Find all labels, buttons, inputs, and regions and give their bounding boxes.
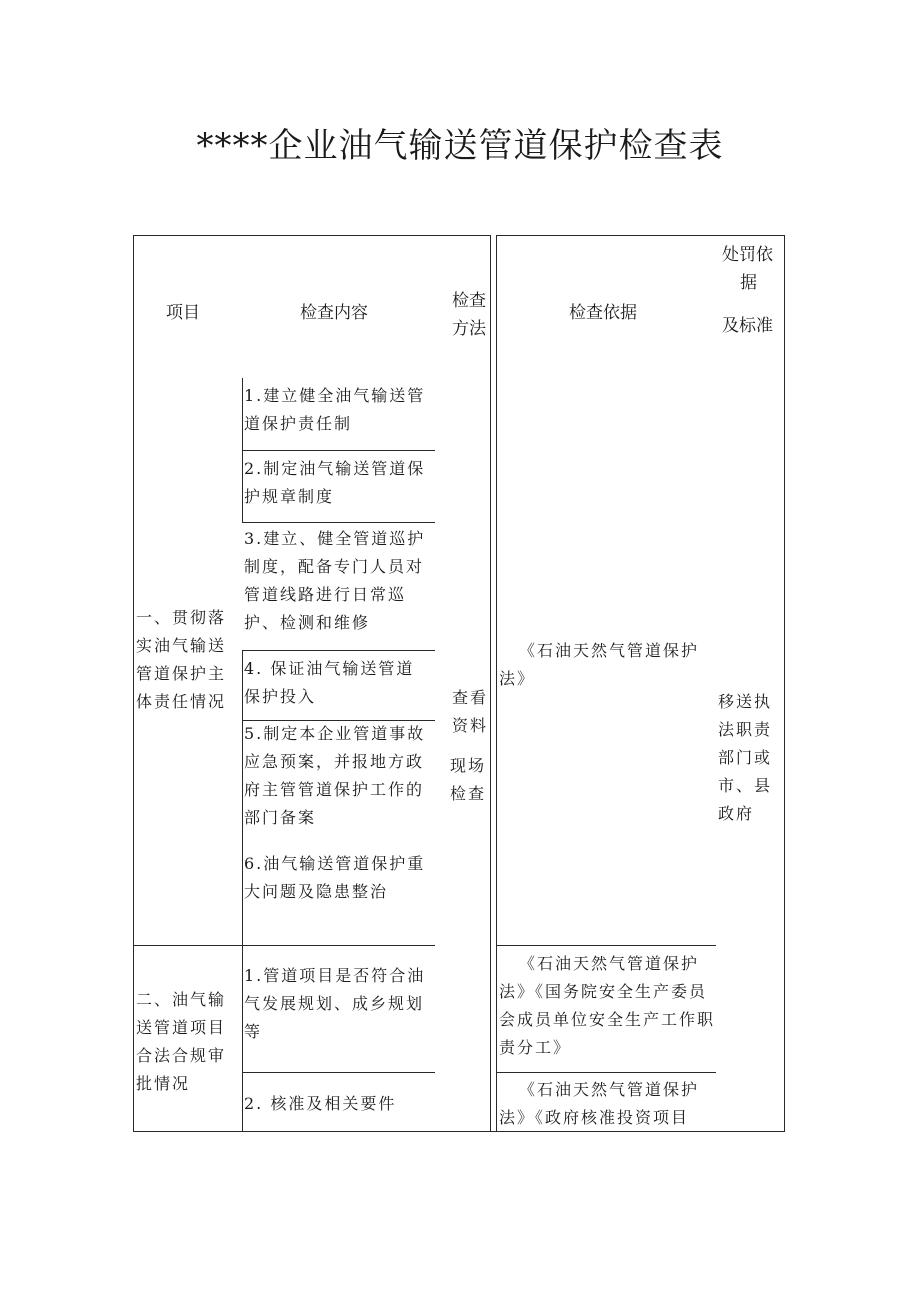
header-basis: 检查依据 (569, 303, 637, 323)
section1-item-3: 3.建立、健全管道巡护制度，配备专门人员对管道线路进行日常巡护、检测和维修 (244, 529, 426, 632)
section1-name: 一、贯彻落实油气输送管道保护主体责任情况 (136, 608, 227, 711)
section1-item-5: 5.制定本企业管道事故应急预案，并报地方政府主管管道保护工作的部门备案 (244, 724, 426, 827)
section1-item-4: 4. 保证油气输送管道保护投入 (244, 659, 415, 706)
content-col-border-2 (242, 650, 243, 1132)
section2-item-2: 2. 核准及相关要件 (244, 1094, 397, 1113)
section2-item-1: 1.管道项目是否符合油气发展规划、成乡规划等 (244, 966, 426, 1041)
section1-item-2: 2.制定油气输送管道保护规章制度 (244, 459, 426, 506)
header-project: 项目 (166, 303, 200, 323)
row-sep-section (133, 945, 435, 946)
table-border-top-left (133, 235, 491, 236)
header-penalty-1: 处罚依 (722, 245, 773, 265)
header-penalty-3: 及标准 (722, 316, 773, 336)
section1-item-6: 6.油气输送管道保护重大问题及隐患整治 (244, 854, 426, 901)
row-sep-basis-2 (496, 1072, 716, 1073)
section1-method-a: 查看资料 (451, 688, 488, 735)
row-sep-2 (242, 522, 435, 523)
row-sep-1 (242, 450, 435, 451)
table-border-divider-b (496, 235, 497, 1132)
section2-basis-2: 《石油天然气管道保护法》《政府核准投资项目 (499, 1080, 700, 1127)
header-method-1: 检查 (452, 291, 486, 311)
row-sep-5 (242, 1072, 435, 1073)
section2-name: 二、油气输送管道项目合法合规审批情况 (136, 990, 227, 1093)
header-method-2: 方法 (452, 319, 486, 339)
row-sep-3 (242, 650, 435, 651)
section1-penalty: 移送执法职责部门或市、县政府 (718, 692, 773, 823)
header-content: 检查内容 (300, 303, 368, 323)
section1-item-1: 1.建立健全油气输送管道保护责任制 (244, 386, 426, 433)
row-sep-basis (496, 945, 716, 946)
table-border-divider-a (490, 235, 491, 1132)
section1-method-b: 现场检查 (449, 756, 486, 803)
section2-basis-1: 《石油天然气管道保护法》《国务院安全生产委员会成员单位安全生产工作职责分工》 (499, 954, 716, 1057)
page-title: ****企业油气输送管道保护检查表 (196, 126, 724, 166)
table-border-left (133, 235, 134, 1132)
table-border-right (784, 235, 785, 1132)
table-border-top-right (496, 235, 784, 236)
section1-basis: 《石油天然气管道保护法》 (499, 641, 700, 688)
header-penalty-2: 据 (740, 273, 757, 293)
